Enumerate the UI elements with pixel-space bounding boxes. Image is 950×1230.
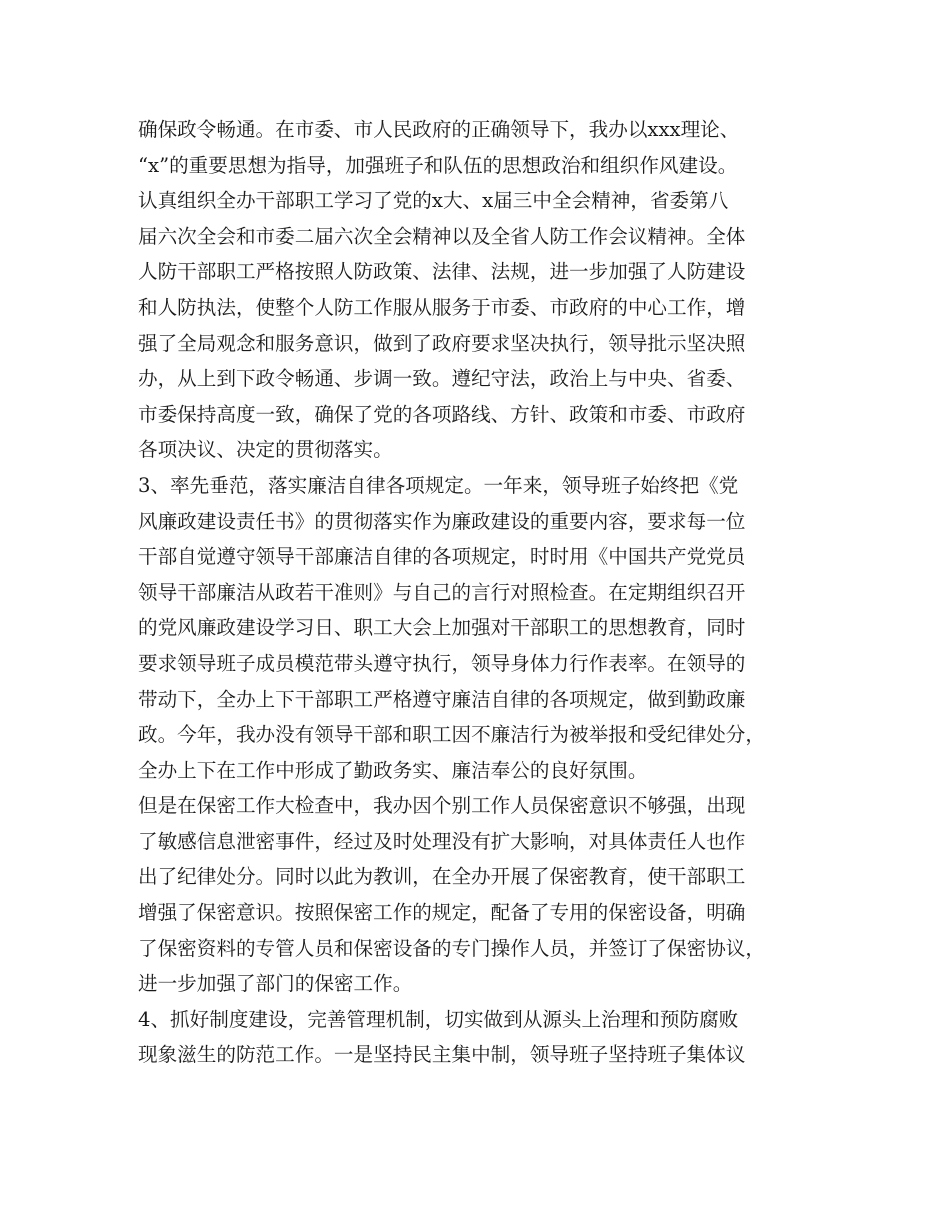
text-line: 各项决议、决定的贯彻落实。 bbox=[138, 438, 393, 462]
text-line: 了敏感信息泄密事件，经过及时处理没有扩大影响，对具体责任人也作 bbox=[138, 829, 746, 853]
text-line: 风廉政建设责任书》的贯彻落实作为廉政建设的重要内容，要求每一位 bbox=[138, 509, 746, 533]
text-line: 进一步加强了部门的保密工作。 bbox=[138, 972, 413, 996]
text-line: 确保政令畅通。在市委、市人民政府的正确领导下，我办以xxx理论、 bbox=[138, 118, 740, 141]
text-line: 全办上下在工作中形成了勤政务实、廉洁奉公的良好氛围。 bbox=[138, 758, 648, 782]
text-line: 认真组织全办干部职工学习了党的x大、x届三中全会精神，省委第八 bbox=[138, 189, 729, 213]
text-line: 要求领导班子成员模范带头遵守执行，领导身体力行作表率。在领导的 bbox=[138, 651, 746, 675]
text-line: 了保密资料的专管人员和保密设备的专门操作人员，并签订了保密协议， bbox=[138, 936, 765, 960]
text-line: 领导干部廉洁从政若干准则》与自己的言行对照检查。在定期组织召开 bbox=[138, 580, 746, 604]
text-line: 届六次全会和市委二届六次全会精神以及全省人防工作会议精神。全体 bbox=[138, 224, 746, 248]
text-line: 现象滋生的防范工作。一是坚持民主集中制，领导班子坚持班子集体议 bbox=[138, 1043, 746, 1067]
text-line: 带动下，全办上下干部职工严格遵守廉洁自律的各项规定，做到勤政廉 bbox=[138, 687, 746, 711]
text-line: 市委保持高度一致，确保了党的各项路线、方针、政策和市委、市政府 bbox=[138, 402, 746, 426]
text-line: 3、率先垂范，落实廉洁自律各项规定。一年来，领导班子始终把《党 bbox=[138, 473, 739, 497]
text-line: 出了纪律处分。同时以此为教训，在全办开展了保密教育，使干部职工 bbox=[138, 865, 746, 889]
text-line: 增强了保密意识。按照保密工作的规定，配备了专用的保密设备，明确 bbox=[138, 901, 746, 925]
text-line: 的党风廉政建设学习日、职工大会上加强对干部职工的思想教育，同时 bbox=[138, 616, 746, 640]
text-line: 干部自觉遵守领导干部廉洁自律的各项规定，时时用《中国共产党党员 bbox=[138, 545, 746, 569]
text-line: 但是在保密工作大检查中，我办因个别工作人员保密意识不够强，出现 bbox=[138, 794, 746, 818]
text-line: 人防干部职工严格按照人防政策、法律、法规，进一步加强了人防建设 bbox=[138, 260, 746, 284]
text-line: 办，从上到下政令畅通、步调一致。遵纪守法，政治上与中央、省委、 bbox=[138, 367, 746, 391]
text-line: 政。今年，我办没有领导干部和职工因不廉洁行为被举报和受纪律处分， bbox=[138, 723, 765, 747]
body-text bbox=[138, 112, 818, 1073]
text-line: “x”的重要思想为指导，加强班子和队伍的思想政治和组织作风建设。 bbox=[138, 153, 738, 177]
text-line: 和人防执法，使整个人防工作服从服务于市委、市政府的中心工作，增 bbox=[138, 295, 746, 319]
text-line: 4、抓好制度建设，完善管理机制，切实做到从源头上治理和预防腐败 bbox=[138, 1007, 739, 1031]
text-line: 强了全局观念和服务意识，做到了政府要求坚决执行，领导批示坚决照 bbox=[138, 331, 746, 355]
